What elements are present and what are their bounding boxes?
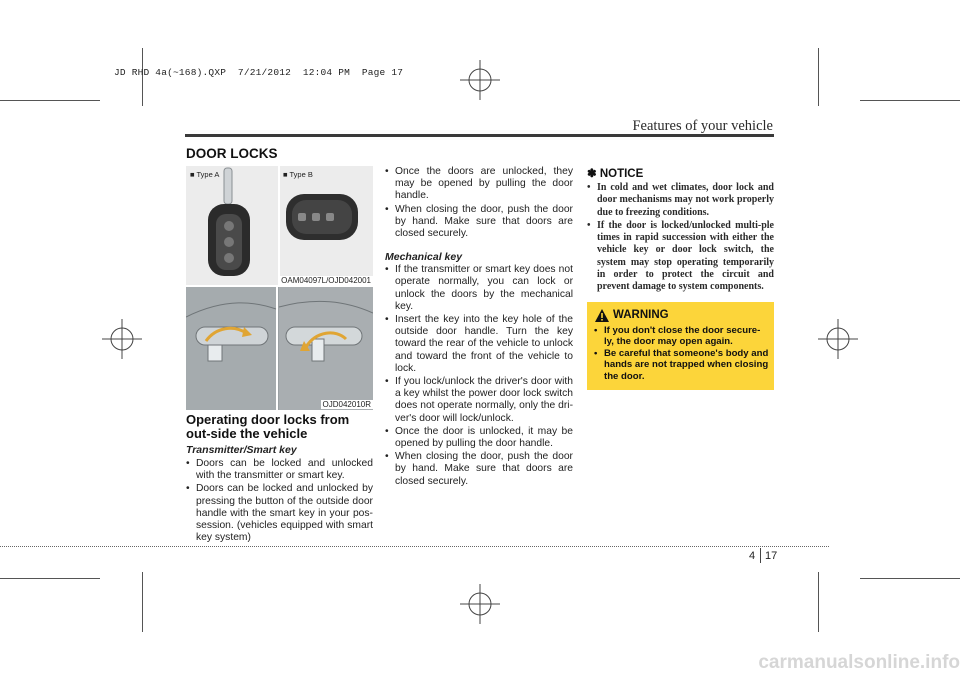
column-1-heading: Operating door locks from out-side the vehicle xyxy=(186,412,350,441)
figure-code-top: OAM04097L/OJD042001 xyxy=(281,276,371,285)
type-a-label: ■ Type A xyxy=(190,170,220,179)
list-item: • Be careful that someone's body and hands are not trapped when closing the door. xyxy=(594,348,769,382)
crop-mark xyxy=(860,578,960,579)
warning-box xyxy=(587,302,774,390)
crop-mark xyxy=(142,572,143,632)
print-header: JD RHD 4a(~168).QXP 7/21/2012 12:04 PM Page 17 xyxy=(114,67,404,78)
crop-mark xyxy=(860,100,960,101)
registration-mark-icon xyxy=(460,584,500,624)
list-item: • Once the door is unlocked, it may be opened by pulling the door handle. xyxy=(385,426,573,450)
column-1 xyxy=(186,413,373,545)
crop-mark xyxy=(818,48,819,106)
list-item: • If the transmitter or smart key does not operate normally, you can lock or unlock the doors by the mechanical key. xyxy=(385,264,573,313)
key-fob-figure xyxy=(186,166,373,285)
column-2-subheading: Mechanical key xyxy=(385,251,463,264)
page-number: 17 xyxy=(765,550,778,562)
figure-code-bottom: OJD042010R xyxy=(322,400,371,409)
door-handle-illustration xyxy=(186,287,373,410)
door-handle-figure xyxy=(186,287,373,410)
list-item: • If you don't close the door secure-ly, the door may open again. xyxy=(594,325,769,348)
crop-mark xyxy=(0,100,100,101)
watermark: carmanualsonline.info xyxy=(758,652,960,673)
crop-mark xyxy=(0,578,100,579)
header-rule xyxy=(185,134,774,137)
registration-mark-icon xyxy=(102,319,142,359)
list-item: • If you lock/unlock the driver's door with a key whilst the power door lock switch does not operate normally, only the dri-ver's door will lock/unlock. xyxy=(385,376,573,425)
registration-mark-icon xyxy=(460,60,500,100)
list-item: • When closing the door, push the door by hand. Make sure that doors are closed securely. xyxy=(385,204,573,241)
list-item: • Insert the key into the key hole of the outside door handle. Turn the key toward the rear of the vehicle to unlock and toward the front of the vehicle to lock. xyxy=(385,314,573,375)
notice-heading: ✽ NOTICE xyxy=(587,168,644,180)
list-item: • Once the doors are unlocked, they may be opened by pulling the door handle. xyxy=(385,166,573,203)
list-item: • In cold and wet climates, door lock and door mechanisms may not work properly due to freezing conditions. xyxy=(587,182,774,219)
list-item: • If the door is locked/unlocked multi-ple times in rapid succession with either the vehicle key or door lock switch, the system may stop operating temporarily in order to protect the circuit and prevent damage to system components. xyxy=(587,220,774,294)
notice-section xyxy=(587,166,774,295)
footer-rule xyxy=(0,546,829,547)
registration-mark-icon xyxy=(818,319,858,359)
list-item: • Doors can be locked and unlocked with the transmitter or smart key. xyxy=(186,458,373,482)
page-title: DOOR LOCKS xyxy=(186,146,278,161)
chapter-number: 4 xyxy=(749,550,756,562)
section-label: Features of your vehicle xyxy=(632,118,773,134)
list-item: • When closing the door, push the door by hand. Make sure that doors are closed securely. xyxy=(385,451,573,488)
list-item: • Doors can be locked and unlocked by pressing the button of the outside door handle with the smart key in your pos-session. (vehicles equipped with smart key system) xyxy=(186,483,373,544)
crop-mark xyxy=(818,572,819,632)
key-fobs-illustration xyxy=(186,166,373,285)
warning-triangle-icon xyxy=(595,309,609,322)
warning-heading: WARNING xyxy=(613,309,669,321)
column-2 xyxy=(385,166,573,489)
column-1-subheading: Transmitter/Smart key xyxy=(186,444,297,456)
type-b-label: ■ Type B xyxy=(283,170,313,179)
page-number-divider xyxy=(760,548,761,563)
